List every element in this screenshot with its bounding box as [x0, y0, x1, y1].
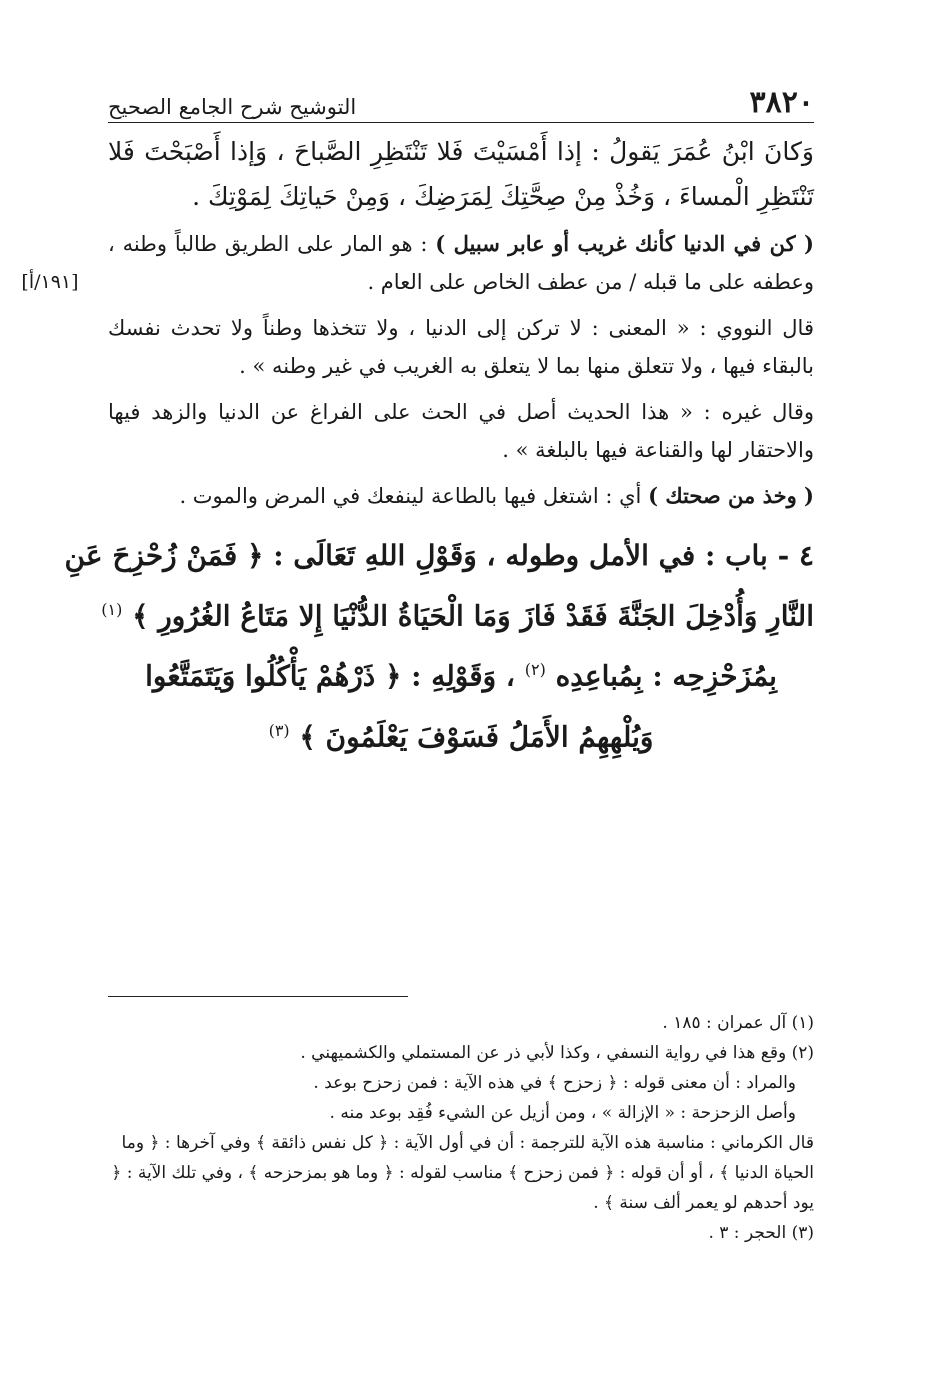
commentary-text-2: أي : اشتغل فيها بالطاعة لينفعك في المرض والموت . [179, 484, 649, 508]
chapter-line-3-text: بِمُزَحْزِحِه : بِمُباعِدِه [555, 659, 777, 693]
footnotes [108, 1008, 814, 1248]
commentary-paragraph-2 [108, 477, 814, 515]
footnote-separator [108, 996, 408, 997]
footnote-3: (٣) الحجر : ٣ . [708, 1223, 814, 1243]
page-number: ٣٨٢٠ [749, 85, 814, 120]
commentary-paragraph [21, 225, 814, 301]
footnote-ref-1: (١) [101, 600, 123, 619]
footnote-2-cont-2: وأصل الزحزحة : « الإزالة » ، ومن أزيل عن الشيء فُقِد بوعد منه . [329, 1103, 796, 1123]
commentary-text: : هو المار على الطريق طالباً وطنه ، وعطفه على ما قبله / من عطف الخاص على العام . [108, 232, 814, 294]
nawawi-quote: قال النووي : « المعنى : لا تركن إلى الدنيا ، ولا تتخذها وطناً ولا تحدث نفسك بالبقاء فيها ، ولا تتعلق منها بما لا يتعلق به الغريب في غير وطنه » . [108, 316, 814, 378]
manuscript-folio-ref: [١٩١/أ] [21, 271, 79, 293]
footnote-2-cont-3: قال الكرماني : مناسبة هذه الآية للترجمة : أن في أول الآية : ﴿ كل نفس ذائقة ﴾ وفي آخرها : ﴿ وما الحياة الدنيا ﴾ ، أو أن قوله : ﴿ فمن زحزح ﴾ مناسب لقوله : ﴿ وما هو بمزحزحه ﴾ ، وفي تلك الآية : ﴿ يود أحدهم لو يعمر ألف سنة ﴾ . [111, 1133, 814, 1213]
other-quote: وقال غيره : « هذا الحديث أصل في الحث على الفراغ عن الدنيا والزهد فيها والاحتقار لها والقناعة فيها بالبلغة » . [108, 400, 814, 462]
page [21, 78, 814, 1368]
footnote-ref-2: (٢) [524, 660, 546, 680]
hadith-paragraph: وَكانَ ابْنُ عُمَرَ يَقولُ : إذا أَمْسَيْتَ فَلا تَنْتَظِرِ الصَّباحَ ، وَإذا أَصْبَحْتَ فَلا تَنْتَظِرِ الْمساءَ ، وَخُذْ مِنْ صِحَّتِكَ لِمَرَضِكَ ، وَمِنْ حَياتِكَ لِمَوْتِكَ . [108, 137, 814, 211]
chapter-line-3 [108, 643, 814, 703]
chapter-line-2-text: النَّارِ وَأُدْخِلَ الجَنَّةَ فَقَدْ فَازَ وَمَا الْحَيَاةُ الدُّنْيَا إِلا مَتَاعُ الغُرُورِ ﴾ [132, 599, 814, 633]
running-head [108, 78, 814, 123]
chapter-line-1: ٤ - باب : في الأمل وطوله ، وَقَوْلِ اللهِ تَعَالَى : ﴿ فَمَنْ زُحْزِحَ عَنِ [64, 539, 814, 572]
body-text [21, 129, 814, 515]
footnote-1: (١) آل عمران : ١٨٥ . [662, 1013, 814, 1033]
chapter-line-4 [108, 704, 814, 764]
chapter-heading [64, 529, 814, 764]
book-title: التوشيح شرح الجامع الصحيح [108, 95, 357, 119]
chapter-line-4-text: وَيُلْهِهِمُ الأَمَلُ فَسَوْفَ يَعْلَمُونَ ﴾ [299, 719, 654, 753]
footnote-2-cont-1: والمراد : أن معنى قوله : ﴿ زحزح ﴾ في هذه الآية : فمن زحزح بوعد . [313, 1073, 796, 1093]
chapter-line-2 [101, 583, 814, 643]
lemma-2: ( وخذ من صحتك ) [648, 483, 814, 508]
chapter-line-3b-text: ، وَقَوْلِهِ : ﴿ ذَرْهُمْ يَأْكُلُوا وَيَتَمَتَّعُوا [145, 659, 515, 693]
footnote-2: (٢) وقع هذا في رواية النسفي ، وكذا لأبي ذر عن المستملي والكشميهني . [300, 1043, 814, 1063]
footnote-ref-3: (٣) [268, 720, 290, 740]
lemma: ( كن في الدنيا كأنك غريب أو عابر سبيل ) [435, 231, 814, 256]
